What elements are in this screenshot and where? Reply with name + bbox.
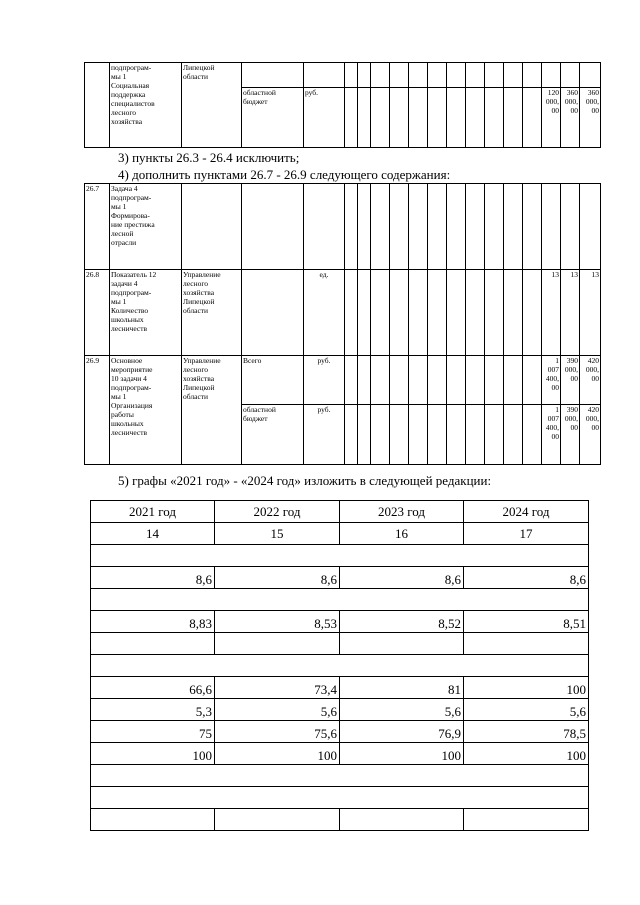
table-row-merged xyxy=(91,765,589,787)
value-cell: 81 xyxy=(340,677,464,699)
table-row xyxy=(91,523,589,545)
paragraph-3: 3) пункты 26.3 - 26.4 исключить; xyxy=(118,150,300,165)
row-number-cell: 26.8 xyxy=(85,270,110,356)
value-cell: 100 xyxy=(464,677,589,699)
row-name-cell: Показатель 12 задачи 4 подпрограм- мы 1 Количество школьных лесничеств xyxy=(110,270,182,356)
source-cell: Всего xyxy=(242,356,304,405)
value-cell: 100 xyxy=(340,743,464,765)
value-cell: 76,9 xyxy=(340,721,464,743)
value-cell: 390 000, 00 xyxy=(561,356,580,405)
table-row xyxy=(91,699,589,721)
value-cell: 360 000, 00 xyxy=(561,88,580,148)
program-name-cell: подпрограм- мы 1 Социальная поддержка специалистов лесного хозяйства xyxy=(110,63,182,148)
value-cell: 8,53 xyxy=(215,611,340,633)
value-cell: 390 000, 00 xyxy=(561,405,580,465)
table-row-merged xyxy=(91,545,589,567)
column-header: 2022 год xyxy=(215,501,340,523)
table-row-empty xyxy=(91,809,589,831)
paragraph-5: 5) графы «2021 год» - «2024 год» изложить в следующей редакции: xyxy=(118,473,492,488)
column-header: 2024 год xyxy=(464,501,589,523)
value-cell: 100 xyxy=(215,743,340,765)
value-cell: 8,52 xyxy=(340,611,464,633)
unit-cell: руб. xyxy=(304,405,345,465)
table-row-merged xyxy=(91,655,589,677)
value-cell: 420 000, 00 xyxy=(580,405,601,465)
value-cell: 8,6 xyxy=(215,567,340,589)
table-row xyxy=(91,611,589,633)
table-row-merged xyxy=(91,787,589,809)
column-number: 16 xyxy=(340,523,464,545)
column-header: 2023 год xyxy=(340,501,464,523)
value-cell: 78,5 xyxy=(464,721,589,743)
source-cell: областной бюджет xyxy=(242,405,304,465)
column-header: 2021 год xyxy=(91,501,215,523)
column-number: 14 xyxy=(91,523,215,545)
years-table xyxy=(90,500,589,831)
row-name-cell: Основное мероприятие 10 задачи 4 подпрограм- мы 1 Организация работы школьных лесничеств xyxy=(110,356,182,465)
value-cell: 66,6 xyxy=(91,677,215,699)
value-cell: 360 000, 00 xyxy=(580,88,601,148)
executor-cell: Липецкой области xyxy=(182,63,242,148)
value-cell: 8,6 xyxy=(340,567,464,589)
value-cell: 100 xyxy=(464,743,589,765)
column-number: 17 xyxy=(464,523,589,545)
value-cell: 75 xyxy=(91,721,215,743)
value-cell: 5,3 xyxy=(91,699,215,721)
row-name-cell: Задача 4 подпрограм- мы 1 Формирова- ние престижа лесной отрасли xyxy=(110,184,182,270)
table-row xyxy=(91,501,589,523)
row-number-cell: 26.7 xyxy=(85,184,110,270)
paragraph-4: 4) дополнить пунктами 26.7 - 26.9 следующего содержания: xyxy=(118,167,451,182)
value-cell: 5,6 xyxy=(215,699,340,721)
value-cell: 8,51 xyxy=(464,611,589,633)
executor-cell: Управление лесного хозяйства Липецкой области xyxy=(182,356,242,465)
program-table-added-rows xyxy=(84,183,601,465)
value-cell: 13 xyxy=(580,270,601,356)
value-cell: 13 xyxy=(542,270,561,356)
value-cell: 8,83 xyxy=(91,611,215,633)
table-row-empty xyxy=(91,633,589,655)
executor-cell: Управление лесного хозяйства Липецкой области xyxy=(182,270,242,356)
value-cell: 120 000, 00 xyxy=(542,88,561,148)
source-cell: областной бюджет xyxy=(242,88,304,148)
unit-cell: руб. xyxy=(304,356,345,405)
table-row-merged xyxy=(91,589,589,611)
value-cell: 5,6 xyxy=(340,699,464,721)
column-number: 15 xyxy=(215,523,340,545)
cell-empty xyxy=(85,63,110,148)
value-cell: 75,6 xyxy=(215,721,340,743)
value-cell: 8,6 xyxy=(464,567,589,589)
value-cell: 5,6 xyxy=(464,699,589,721)
unit-cell: руб. xyxy=(304,88,345,148)
value-cell: 73,4 xyxy=(215,677,340,699)
program-table-fragment xyxy=(84,62,601,148)
table-row xyxy=(91,677,589,699)
value-cell: 1 007 400, 00 xyxy=(542,356,561,405)
table-row xyxy=(85,270,601,356)
unit-cell: ед. xyxy=(304,270,345,356)
table-row xyxy=(91,721,589,743)
table-row xyxy=(91,743,589,765)
value-cell: 13 xyxy=(561,270,580,356)
table-row xyxy=(91,567,589,589)
value-cell: 420 000, 00 xyxy=(580,356,601,405)
value-cell: 100 xyxy=(91,743,215,765)
table-row xyxy=(85,356,601,405)
value-cell: 8,6 xyxy=(91,567,215,589)
value-cell: 1 007 400, 00 xyxy=(542,405,561,465)
table-row xyxy=(85,184,601,270)
row-number-cell: 26.9 xyxy=(85,356,110,465)
